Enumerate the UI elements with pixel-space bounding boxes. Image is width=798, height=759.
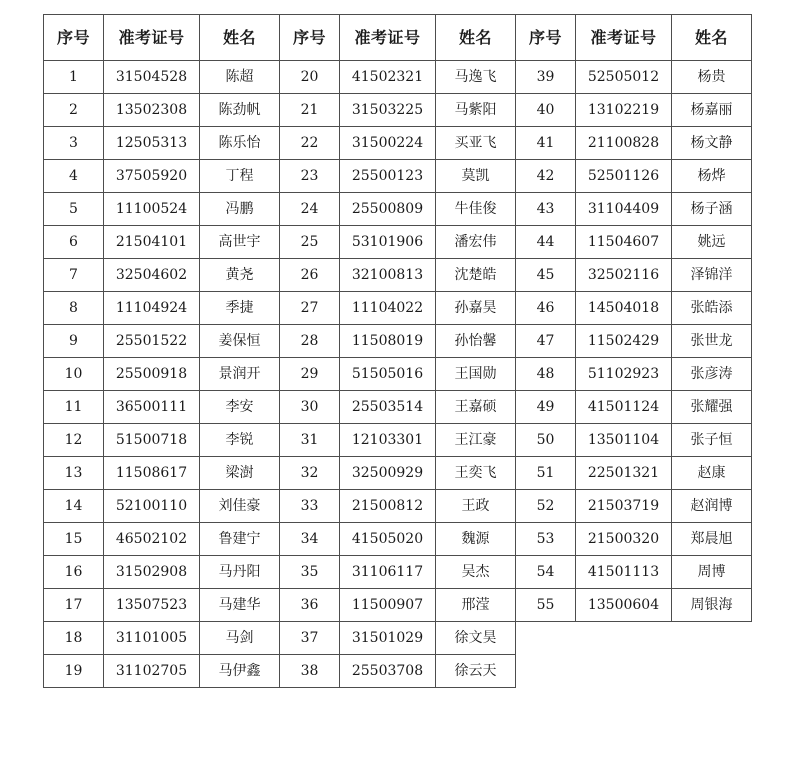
cell-exam-id: 32502116 [576,259,672,292]
cell-name: 鲁建宁 [200,523,280,556]
cell-serial: 23 [280,160,340,193]
cell-exam-id: 51505016 [340,358,436,391]
cell-exam-id: 31503225 [340,94,436,127]
cell-serial: 33 [280,490,340,523]
table-row [44,655,752,688]
cell-exam-id: 21504101 [104,226,200,259]
cell-serial: 8 [44,292,104,325]
cell-name: 徐云天 [436,655,516,688]
cell-exam-id: 11502429 [576,325,672,358]
cell-name: 姜保恒 [200,325,280,358]
header-serial: 序号 [280,15,340,61]
table-row [44,94,752,127]
cell-name: 马逸飞 [436,61,516,94]
cell-name: 魏源 [436,523,516,556]
cell-name: 马伊鑫 [200,655,280,688]
cell-serial: 3 [44,127,104,160]
cell-exam-id: 31102705 [104,655,200,688]
cell-exam-id: 12505313 [104,127,200,160]
cell-name: 张彦涛 [672,358,752,391]
cell-serial: 45 [516,259,576,292]
table-row [44,556,752,589]
cell-name: 杨文静 [672,127,752,160]
cell-exam-id: 11104022 [340,292,436,325]
table-row [44,127,752,160]
cell-exam-id: 13502308 [104,94,200,127]
cell-serial: 11 [44,391,104,424]
cell-name: 孙怡馨 [436,325,516,358]
cell-exam-id: 21503719 [576,490,672,523]
cell-exam-id: 31104409 [576,193,672,226]
cell-serial: 49 [516,391,576,424]
cell-name: 杨嘉丽 [672,94,752,127]
cell-name: 梁澍 [200,457,280,490]
cell-serial: 50 [516,424,576,457]
cell-name: 赵润博 [672,490,752,523]
table-row [44,589,752,622]
empty-cell [672,655,752,688]
empty-cell [576,622,672,655]
table-row [44,391,752,424]
cell-name: 王政 [436,490,516,523]
cell-serial: 28 [280,325,340,358]
table-row [44,424,752,457]
table-row [44,490,752,523]
cell-exam-id: 25500918 [104,358,200,391]
table-row [44,160,752,193]
cell-exam-id: 11500907 [340,589,436,622]
cell-name: 高世宇 [200,226,280,259]
header-exam-id: 准考证号 [104,15,200,61]
cell-exam-id: 13501104 [576,424,672,457]
cell-serial: 22 [280,127,340,160]
empty-cell [516,655,576,688]
cell-serial: 1 [44,61,104,94]
cell-exam-id: 11508617 [104,457,200,490]
cell-exam-id: 32500929 [340,457,436,490]
cell-exam-id: 31501029 [340,622,436,655]
cell-serial: 46 [516,292,576,325]
cell-serial: 21 [280,94,340,127]
cell-name: 周银海 [672,589,752,622]
cell-serial: 6 [44,226,104,259]
cell-exam-id: 13102219 [576,94,672,127]
cell-name: 周博 [672,556,752,589]
cell-serial: 35 [280,556,340,589]
cell-exam-id: 21500320 [576,523,672,556]
cell-serial: 47 [516,325,576,358]
table-row [44,259,752,292]
cell-serial: 39 [516,61,576,94]
cell-serial: 29 [280,358,340,391]
header-name: 姓名 [200,15,280,61]
cell-serial: 7 [44,259,104,292]
cell-name: 孙嘉昊 [436,292,516,325]
cell-name: 丁程 [200,160,280,193]
cell-exam-id: 46502102 [104,523,200,556]
cell-serial: 25 [280,226,340,259]
cell-exam-id: 53101906 [340,226,436,259]
cell-serial: 38 [280,655,340,688]
cell-serial: 15 [44,523,104,556]
cell-exam-id: 51500718 [104,424,200,457]
cell-serial: 17 [44,589,104,622]
cell-name: 牛佳俊 [436,193,516,226]
cell-exam-id: 12103301 [340,424,436,457]
cell-exam-id: 31106117 [340,556,436,589]
cell-name: 马丹阳 [200,556,280,589]
cell-exam-id: 37505920 [104,160,200,193]
table-row [44,358,752,391]
cell-serial: 16 [44,556,104,589]
cell-exam-id: 13500604 [576,589,672,622]
cell-exam-id: 31101005 [104,622,200,655]
header-exam-id: 准考证号 [340,15,436,61]
cell-name: 邢滢 [436,589,516,622]
cell-name: 景润开 [200,358,280,391]
table-row [44,457,752,490]
empty-cell [516,622,576,655]
cell-name: 马建华 [200,589,280,622]
cell-serial: 10 [44,358,104,391]
cell-exam-id: 36500111 [104,391,200,424]
cell-serial: 43 [516,193,576,226]
cell-exam-id: 41502321 [340,61,436,94]
cell-name: 王奕飞 [436,457,516,490]
cell-exam-id: 21500812 [340,490,436,523]
cell-serial: 26 [280,259,340,292]
cell-name: 李安 [200,391,280,424]
cell-serial: 34 [280,523,340,556]
table-header-row [44,15,752,61]
cell-name: 赵康 [672,457,752,490]
cell-serial: 52 [516,490,576,523]
cell-exam-id: 11504607 [576,226,672,259]
cell-name: 张耀强 [672,391,752,424]
cell-exam-id: 32100813 [340,259,436,292]
cell-exam-id: 52505012 [576,61,672,94]
cell-name: 吴杰 [436,556,516,589]
cell-serial: 13 [44,457,104,490]
empty-cell [672,622,752,655]
table-row [44,193,752,226]
cell-serial: 9 [44,325,104,358]
table-row [44,523,752,556]
cell-exam-id: 32504602 [104,259,200,292]
cell-exam-id: 51102923 [576,358,672,391]
cell-serial: 51 [516,457,576,490]
cell-name: 黄尧 [200,259,280,292]
cell-exam-id: 21100828 [576,127,672,160]
cell-serial: 2 [44,94,104,127]
cell-exam-id: 22501321 [576,457,672,490]
cell-name: 刘佳豪 [200,490,280,523]
table-row [44,61,752,94]
cell-name: 潘宏伟 [436,226,516,259]
cell-serial: 19 [44,655,104,688]
cell-exam-id: 31502908 [104,556,200,589]
cell-exam-id: 11508019 [340,325,436,358]
cell-exam-id: 25503514 [340,391,436,424]
cell-name: 张子恒 [672,424,752,457]
cell-name: 季捷 [200,292,280,325]
cell-serial: 55 [516,589,576,622]
cell-serial: 20 [280,61,340,94]
candidate-table [43,14,752,688]
cell-name: 张世龙 [672,325,752,358]
cell-exam-id: 52501126 [576,160,672,193]
cell-serial: 27 [280,292,340,325]
cell-serial: 30 [280,391,340,424]
cell-serial: 32 [280,457,340,490]
cell-exam-id: 11100524 [104,193,200,226]
cell-serial: 53 [516,523,576,556]
cell-name: 杨烨 [672,160,752,193]
cell-name: 马紫阳 [436,94,516,127]
cell-exam-id: 25501522 [104,325,200,358]
header-name: 姓名 [672,15,752,61]
table-row [44,325,752,358]
cell-name: 陈乐怡 [200,127,280,160]
cell-serial: 41 [516,127,576,160]
cell-serial: 40 [516,94,576,127]
cell-name: 杨子涵 [672,193,752,226]
cell-exam-id: 13507523 [104,589,200,622]
cell-exam-id: 11104924 [104,292,200,325]
cell-exam-id: 31504528 [104,61,200,94]
empty-cell [576,655,672,688]
header-serial: 序号 [516,15,576,61]
cell-exam-id: 25503708 [340,655,436,688]
cell-exam-id: 25500123 [340,160,436,193]
cell-serial: 14 [44,490,104,523]
cell-exam-id: 31500224 [340,127,436,160]
cell-exam-id: 52100110 [104,490,200,523]
header-exam-id: 准考证号 [576,15,672,61]
cell-name: 姚远 [672,226,752,259]
cell-name: 莫凯 [436,160,516,193]
cell-serial: 24 [280,193,340,226]
cell-serial: 12 [44,424,104,457]
cell-serial: 37 [280,622,340,655]
cell-serial: 42 [516,160,576,193]
cell-serial: 31 [280,424,340,457]
cell-name: 陈劲帆 [200,94,280,127]
cell-name: 李锐 [200,424,280,457]
cell-serial: 54 [516,556,576,589]
cell-serial: 5 [44,193,104,226]
cell-serial: 18 [44,622,104,655]
cell-serial: 4 [44,160,104,193]
cell-serial: 36 [280,589,340,622]
cell-name: 泽锦洋 [672,259,752,292]
cell-serial: 44 [516,226,576,259]
cell-name: 买亚飞 [436,127,516,160]
table-row [44,292,752,325]
cell-name: 王嘉硕 [436,391,516,424]
cell-name: 张皓添 [672,292,752,325]
cell-exam-id: 14504018 [576,292,672,325]
header-name: 姓名 [436,15,516,61]
cell-name: 沈楚皓 [436,259,516,292]
cell-name: 郑晨旭 [672,523,752,556]
header-serial: 序号 [44,15,104,61]
cell-name: 陈超 [200,61,280,94]
cell-exam-id: 41505020 [340,523,436,556]
cell-name: 马剑 [200,622,280,655]
table-row [44,622,752,655]
cell-exam-id: 41501113 [576,556,672,589]
cell-name: 王江豪 [436,424,516,457]
cell-name: 徐文昊 [436,622,516,655]
table-row [44,226,752,259]
cell-name: 冯鹏 [200,193,280,226]
cell-name: 王国勋 [436,358,516,391]
cell-serial: 48 [516,358,576,391]
cell-exam-id: 41501124 [576,391,672,424]
cell-exam-id: 25500809 [340,193,436,226]
cell-name: 杨贵 [672,61,752,94]
